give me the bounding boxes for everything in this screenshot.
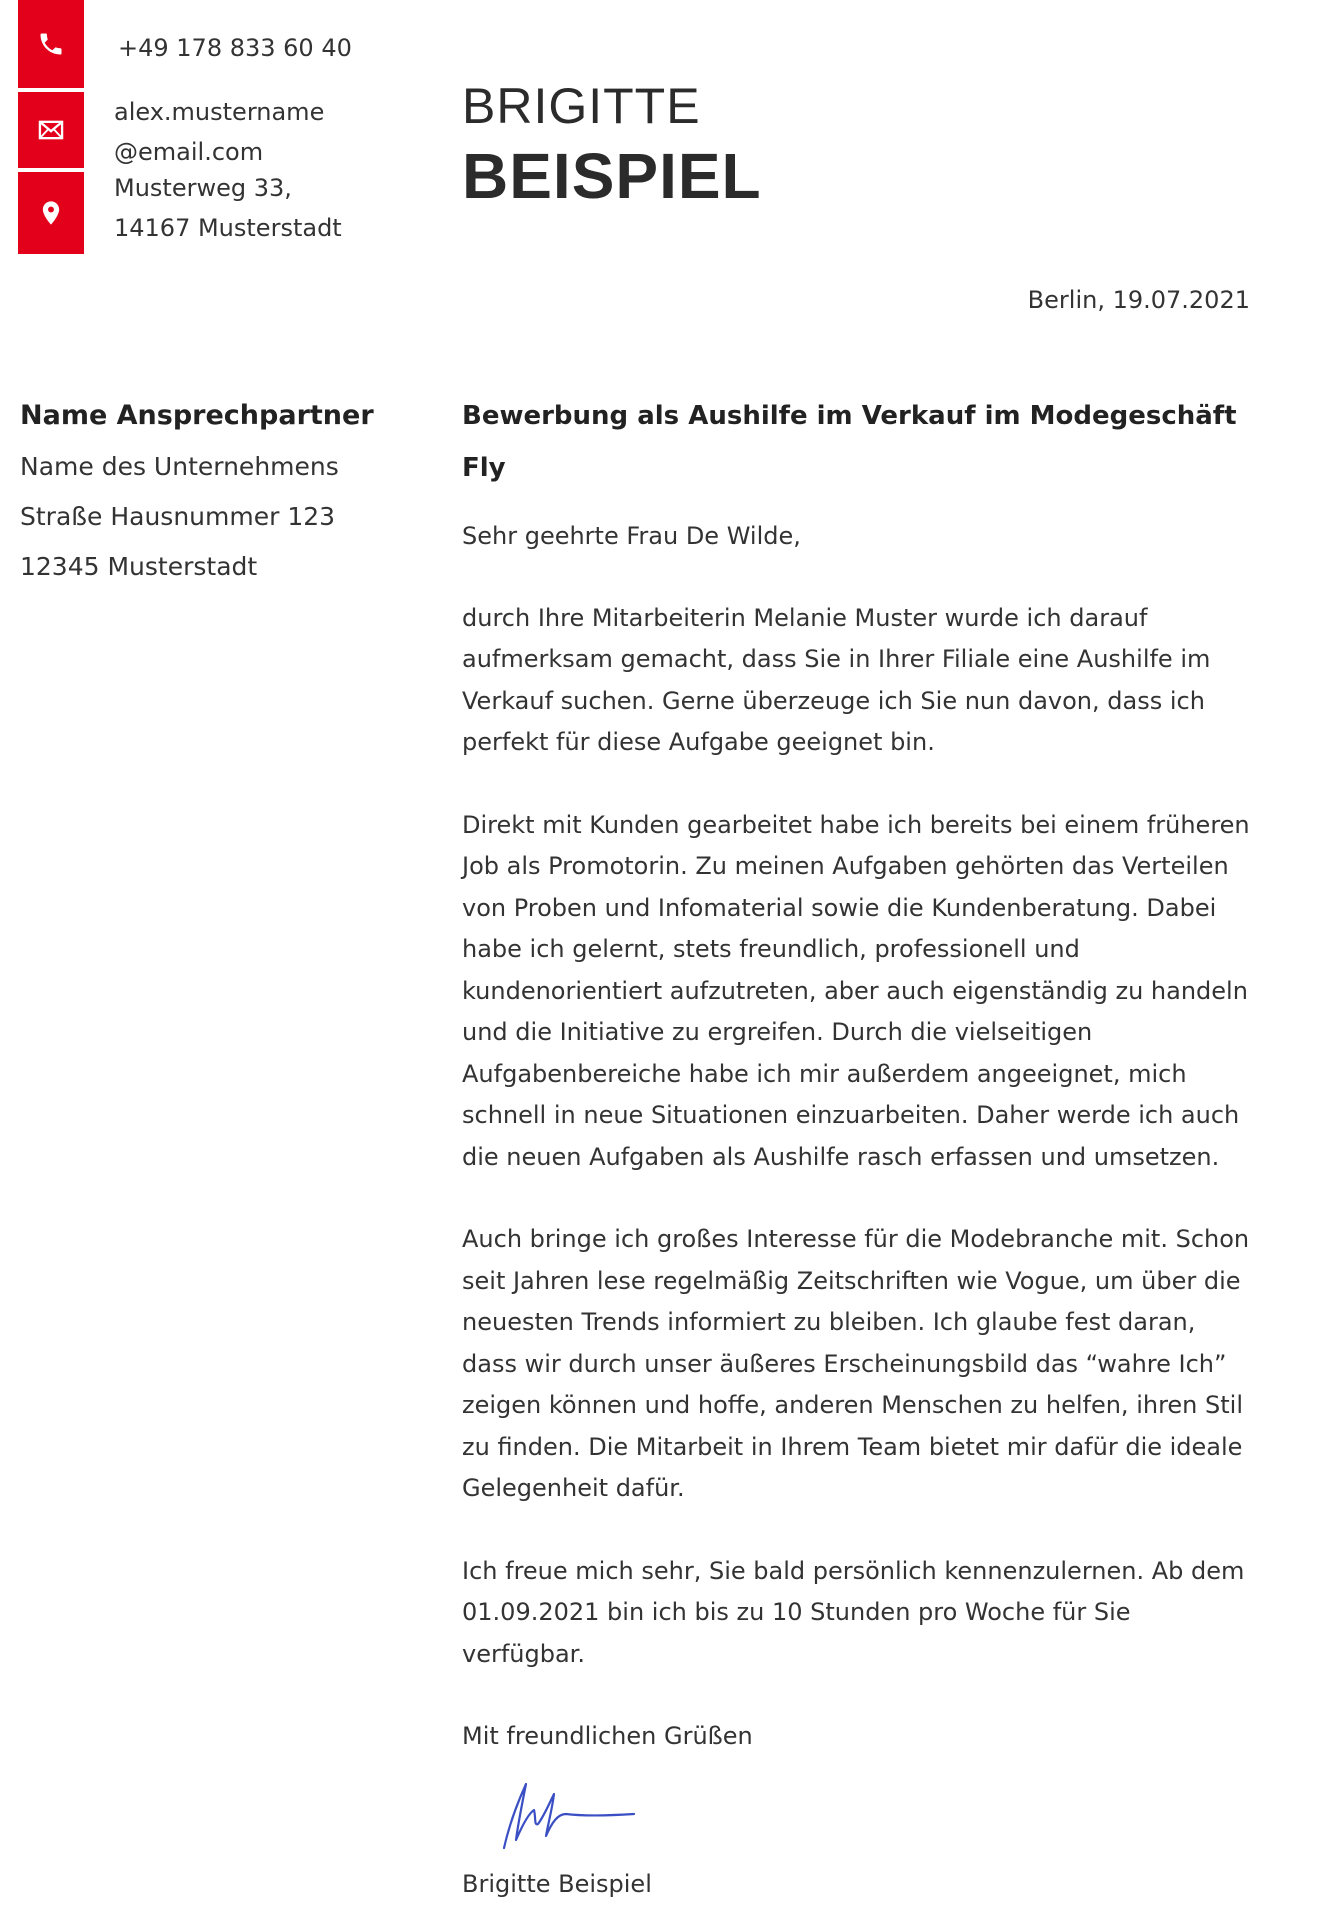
mail-icon (37, 116, 65, 144)
contact-phone: +49 178 833 60 40 (118, 28, 352, 68)
letter-paragraph: durch Ihre Mitarbeiterin Melanie Muster wurde ich darauf aufmerksam gemacht, dass Sie in Ihrer Filiale eine Aushilfe im Verkauf suchen. Gerne überzeuge ich Sie nun davon, dass ich perfekt für diese Aufgabe geeignet bin. (462, 598, 1257, 764)
sender-first-name: BRIGITTE (462, 74, 762, 138)
contact-email (114, 92, 374, 172)
contact-email-line1: alex.mustername (114, 92, 374, 132)
letter-salutation: Sehr geehrte Frau De Wilde, (462, 516, 1257, 558)
phone-icon-box (18, 0, 84, 88)
recipient-name: Name Ansprechpartner (20, 390, 420, 442)
letter-paragraph: Ich freue mich sehr, Sie bald persönlich kennenzulernen. Ab dem 01.09.2021 bin ich bis zu 10 Stunden pro Woche für Sie verfügbar. (462, 1551, 1257, 1676)
recipient-block (20, 390, 420, 592)
contact-address-line2: 14167 Musterstadt (114, 208, 374, 248)
letter-subject: Bewerbung als Aushilfe im Verkauf im Modegeschäft Fly (462, 390, 1257, 494)
phone-icon (37, 30, 65, 58)
contact-address-line1: Musterweg 33, (114, 168, 374, 208)
recipient-city: 12345 Musterstadt (20, 542, 420, 592)
location-pin-icon (37, 199, 65, 227)
signature-image (482, 1770, 652, 1854)
letter-closing: Mit freundlichen Grüßen (462, 1716, 1257, 1758)
letter-paragraph: Direkt mit Kunden gearbeitet habe ich bereits bei einem früheren Job als Promotorin. Zu meinen Aufgaben gehörten das Verteilen von Proben und Infomaterial sowie die Kundenberatung. Dabei habe ich gelernt, stets freundlich, professionell und kundenorientiert aufzutreten, aber auch eigenständig zu handeln und die Initiative zu ergreifen. Durch die vielseitigen Aufgabenbereiche habe ich mir außerdem angeeignet, mich schnell in neue Situationen einzuarbeiten. Daher werde ich auch die neuen Aufgaben als Aushilfe rasch erfassen und umsetzen. (462, 805, 1257, 1179)
recipient-company: Name des Unternehmens (20, 442, 420, 492)
signer-name: Brigitte Beispiel (462, 1864, 1257, 1905)
recipient-street: Straße Hausnummer 123 (20, 492, 420, 542)
sender-name (462, 74, 762, 214)
contact-email-line2: @email.com (114, 132, 374, 172)
letter-date: Berlin, 19.07.2021 (1028, 280, 1250, 320)
contact-address (114, 168, 374, 248)
mail-icon-box (18, 92, 84, 168)
letter-body (462, 390, 1257, 1905)
letter-paragraph: Auch bringe ich großes Interesse für die Modebranche mit. Schon seit Jahren lese regelmäßig Zeitschriften wie Vogue, um über die neuesten Trends informiert zu bleiben. Ich glaube fest daran, dass wir durch unser äußeres Erscheinungsbild das “wahre Ich” zeigen können und hoffe, anderen Menschen zu helfen, ihren Stil zu finden. Die Mitarbeit in Ihrem Team bietet mir dafür die ideale Gelegenheit dafür. (462, 1219, 1257, 1510)
sender-last-name: BEISPIEL (462, 138, 762, 214)
location-pin-icon-box (18, 172, 84, 254)
